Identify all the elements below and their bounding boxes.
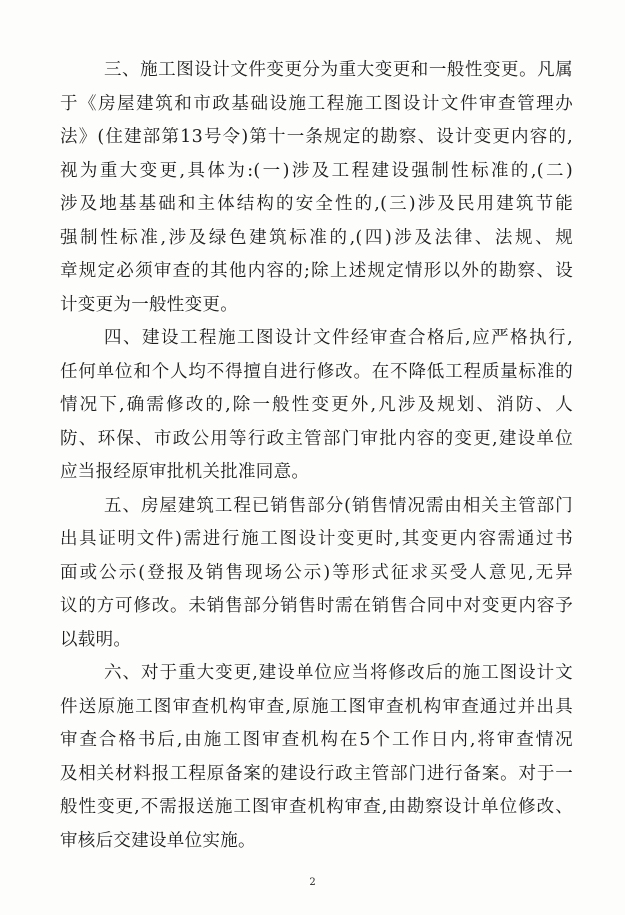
text-line: 计变更为一般性变更。 bbox=[60, 295, 238, 315]
text-line: 出具证明文件)需进行施工图设计变更时,其变更内容需通过书 bbox=[60, 529, 573, 549]
text-line: 四、建设工程施工图设计文件经审查合格后,应严格执行, bbox=[104, 328, 573, 348]
text-line: 强制性标准,涉及绿色建筑标准的,(四)涉及法律、法规、规 bbox=[60, 228, 573, 248]
text-line: 件送原施工图审查机构审查,原施工图审查机构审查通过并出具 bbox=[60, 697, 573, 717]
text-line: 应当报经原审批机关批准同意。 bbox=[60, 462, 310, 482]
text-line: 议的方可修改。未销售部分销售时需在销售合同中对变更内容予 bbox=[60, 596, 573, 616]
text-line: 情况下,确需修改的,除一般性变更外,凡涉及规划、消防、人 bbox=[60, 395, 573, 415]
text-line: 审核后交建设单位实施。 bbox=[60, 831, 256, 851]
text-line: 视为重大变更,具体为:(一)涉及工程建设强制性标准的,(二) bbox=[60, 161, 573, 181]
text-line: 法》(住建部第13号令)第十一条规定的勘察、设计变更内容的, bbox=[60, 127, 573, 147]
text-line: 五、房屋建筑工程已销售部分(销售情况需由相关主管部门 bbox=[104, 496, 573, 516]
text-line: 及相关材料报工程原备案的建设行政主管部门进行备案。对于一 bbox=[60, 764, 573, 784]
text-line: 任何单位和个人均不得擅自进行修改。在不降低工程质量标准的 bbox=[60, 362, 573, 382]
text-line: 于《房屋建筑和市政基础设施工程施工图设计文件审查管理办 bbox=[60, 94, 573, 114]
text-line: 以载明。 bbox=[60, 630, 132, 650]
text-line: 三、施工图设计文件变更分为重大变更和一般性变更。凡属 bbox=[104, 60, 573, 80]
text-line: 六、对于重大变更,建设单位应当将修改后的施工图设计文 bbox=[104, 663, 573, 683]
text-line: 涉及地基基础和主体结构的安全性的,(三)涉及民用建筑节能 bbox=[60, 194, 573, 214]
text-line: 章规定必须审查的其他内容的;除上述规定情形以外的勘察、设 bbox=[60, 261, 573, 281]
text-line: 防、环保、市政公用等行政主管部门审批内容的变更,建设单位 bbox=[60, 429, 573, 449]
page-number: 2 bbox=[309, 877, 316, 888]
text-line: 面或公示(登报及销售现场公示)等形式征求买受人意见,无异 bbox=[60, 563, 573, 583]
text-line: 般性变更,不需报送施工图审查机构审查,由勘察设计单位修改、 bbox=[60, 797, 573, 817]
text-line: 审查合格书后,由施工图审查机构在5个工作日内,将审查情况 bbox=[60, 730, 573, 750]
